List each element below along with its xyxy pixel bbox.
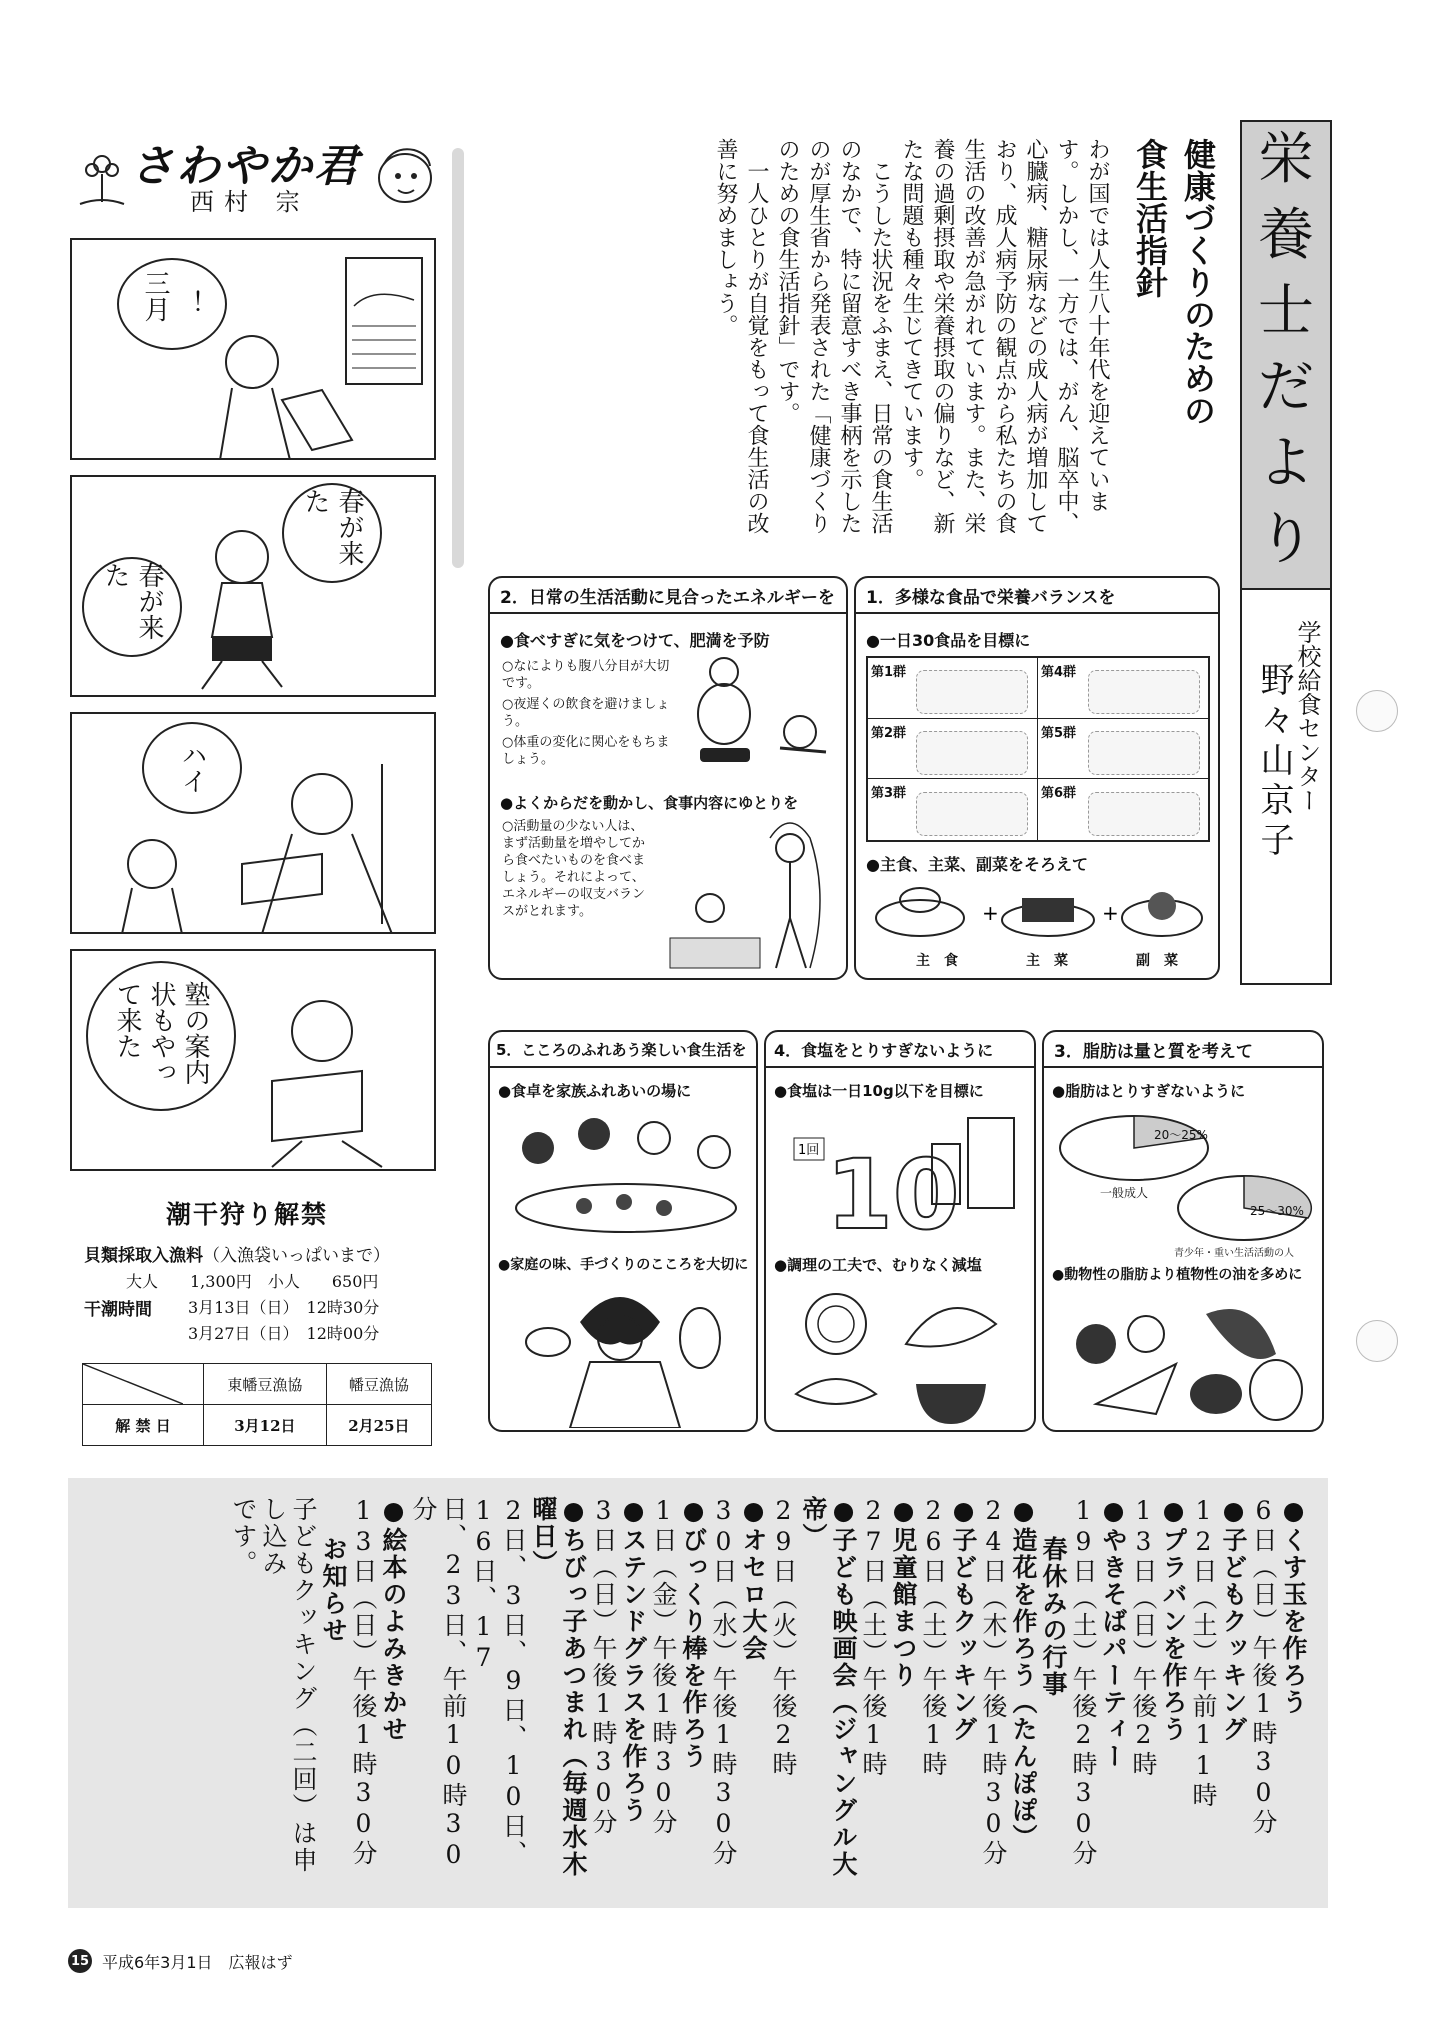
food-group-4: 第4群 (1038, 658, 1208, 719)
comic-strip (70, 120, 440, 1180)
vegetable-oil-illustration (1056, 1294, 1318, 1428)
guide-box-5 (488, 1030, 758, 1432)
events-section (68, 1478, 1328, 1908)
event-line: ●やきそばパーティー (1099, 1496, 1128, 1770)
comic-title: さわやか君 (130, 141, 360, 192)
comic-panel-3 (70, 712, 436, 934)
pie-2-label: 25～30% (1250, 1204, 1304, 1218)
adult-price: 大人 1,300円 (126, 1272, 252, 1291)
meal-label-staple: 主 食 (916, 953, 958, 969)
event-line: 6日（日）午後1時30分 (1249, 1496, 1278, 1836)
event-line: ●びっくり棒を作ろう (679, 1496, 708, 1770)
food-group-2: 第2群 (868, 719, 1038, 780)
banner-char-4: だ (1258, 355, 1314, 420)
event-line: ●プラバンを作ろう (1159, 1496, 1188, 1743)
event-line: ●ステンドグラスを作ろう (619, 1496, 648, 1824)
page-number-badge: 15 (68, 1949, 92, 1973)
guide-2-note-3: ○体重の変化に関心をもちましょう。 (502, 735, 670, 767)
event-line: 3日（日）午後1時30分 (589, 1496, 618, 1836)
walking-boy-figure (182, 517, 302, 692)
table-corner-cell (83, 1364, 204, 1405)
food-group-6: 第6群 (1041, 786, 1077, 802)
fee-prices (126, 1269, 378, 1292)
svg-text:1回: 1回 (798, 1143, 820, 1158)
event-line: ●子ども映画会（ジャングル大帝） (799, 1496, 858, 1878)
event-line: 13日（日）午後2時 (1129, 1496, 1158, 1778)
event-line: ●児童館まつり (889, 1496, 918, 1689)
time-1: 3月13日（日） 12時30分 (188, 1298, 380, 1317)
column-divider (452, 148, 464, 568)
event-line: 19日（土）午後2時30分 (1069, 1496, 1098, 1867)
meal-label-main: 主 菜 (1026, 953, 1068, 969)
author-name: 野々山京子 (1254, 662, 1294, 862)
comic-panel-2 (70, 475, 436, 697)
pie-1-label: 20～25% (1154, 1128, 1208, 1142)
event-line: 12日（土）午前11時 (1189, 1496, 1218, 1809)
banner-char-1: 栄 (1258, 127, 1314, 192)
guide-1-bullet-2: ●主食、主菜、副菜をそろえて (866, 855, 1088, 874)
overweight-person-illustration (680, 652, 840, 772)
banner-char-6: り (1258, 507, 1314, 572)
event-line: 24日（木）午後1時30分 (979, 1496, 1008, 1867)
event-line: ●子どもクッキング (1219, 1496, 1248, 1743)
author-org: 学校給食センター (1293, 620, 1321, 812)
guide-1-heading: 1．多様な食品で栄養バランスを (856, 578, 1218, 614)
speech-bubble-5: 塾の案内状もやって来た (86, 961, 236, 1111)
column-paragraph-2: こうした状況をふまえ、日常の食生活のなかで、特に留意すべき事柄を示したのが厚生省から発表された「健康づくりのための食生活指針」です。 (775, 138, 893, 534)
event-line: ●ちびっ子あつまれ（毎週水木曜日） (529, 1496, 588, 1878)
food-group-3-illustration (916, 792, 1028, 836)
table-row (83, 1405, 432, 1446)
guide-2-heading: 2．日常の生活活動に見合ったエネルギーを (490, 578, 846, 614)
balanced-meal-illustration (870, 878, 1210, 942)
event-line: 日、23日、午前10時30分 (409, 1496, 468, 1871)
family-table-illustration (504, 1108, 748, 1238)
salt-10g-illustration (786, 1108, 1022, 1248)
food-group-4-illustration (1088, 670, 1200, 714)
event-line: ●子どもクッキング (949, 1496, 978, 1743)
event-line: 30日（水）午後1時30分 (709, 1496, 738, 1867)
comic-panel-4 (70, 949, 436, 1171)
punch-hole-bottom (1356, 1320, 1398, 1362)
banner-char-5: よ (1258, 431, 1314, 496)
low-salt-cooking-illustration (786, 1284, 1022, 1428)
table-cell-2: 2月25日 (326, 1405, 431, 1446)
guide-4-bullet-2: ●調理の工夫で、むりなく減塩 (774, 1256, 982, 1274)
guide-2-note-2: ○夜遅くの飲食を避けましょう。 (502, 697, 670, 729)
exercise-illustration (660, 818, 840, 978)
notice-heading: お知らせ (319, 1536, 348, 1644)
event-line: 27日（土）午後1時 (859, 1496, 888, 1778)
guide-5-bullet-2: ●家庭の味、手づくりのこころを大切に (498, 1257, 749, 1273)
column-title-line-2: 食生活指針 (1131, 138, 1169, 298)
mother-and-boy-figure (92, 754, 422, 934)
banner-char-2: 養 (1258, 203, 1314, 268)
table-row-label: 解 禁 日 (83, 1405, 204, 1446)
guide-box-1 (854, 576, 1220, 980)
food-group-2-illustration (916, 731, 1028, 775)
event-line: です。 (229, 1496, 258, 1577)
table-col-2: 幡豆漁協 (326, 1364, 431, 1405)
guide-4-heading: 4．食塩をとりすぎないように (766, 1032, 1034, 1068)
fee-note: （入漁袋いっぱいまで） (203, 1246, 390, 1266)
column-paragraph-1: わが国では人生八十年代を迎えています。しかし、一方では、がん、脳卒中、心臓病、糖尿病などの成人病が増加しており、成人病予防の観点から私たちの食生活の改善が急がれています。また、栄養の過剰摂取や栄養摂取の偏りなど、新たな問題も種々生じてきています。 (899, 138, 1110, 534)
flower-icon (76, 150, 130, 210)
guide-3-bullet-1: ●脂肪はとりすぎないように (1052, 1082, 1246, 1100)
shiohigari-title: 潮干狩り解禁 (166, 1200, 329, 1229)
comic-panel-1 (70, 238, 436, 460)
guide-2-bullet-2: ●よくからだを動かし、食事内容にゆとりを (500, 794, 799, 812)
cooking-woman-illustration (520, 1282, 730, 1428)
child-price: 小人 650円 (267, 1272, 379, 1291)
guide-3-bullet-2: ●動物性の脂肪より植物性の油を多めに (1052, 1267, 1303, 1283)
guide-2-bullet-1: ●食べすぎに気をつけて、肥満を予防 (500, 631, 770, 650)
footer (68, 1948, 293, 1974)
shiohigari-section (76, 1195, 436, 1455)
event-line: 2日、3日、9日、10日、16日、17 (469, 1496, 528, 1867)
food-group-5-illustration (1088, 731, 1200, 775)
guide-box-2 (488, 576, 848, 980)
table-col-1: 東幡豆漁協 (204, 1364, 327, 1405)
food-group-1: 第1群 (868, 658, 1038, 719)
event-line: 26日（土）午後1時 (919, 1496, 948, 1778)
svg-text:10: 10 (826, 1139, 960, 1248)
column-body (478, 138, 1113, 548)
event-line: 29日（火）午後2時 (769, 1496, 798, 1778)
punch-hole-top (1356, 690, 1398, 732)
table-header-row (83, 1364, 432, 1405)
guide-3-heading: 3．脂肪は量と質を考えて (1044, 1032, 1322, 1068)
banner-char-3: 士 (1258, 279, 1314, 344)
speech-bubble-3: 春が来た (82, 557, 182, 657)
event-line: 13日（日）午後1時30分 (349, 1496, 378, 1867)
event-line: 子どもクッキング（二回）は申し込み (259, 1496, 318, 1874)
event-line: ●くす玉を作ろう (1279, 1496, 1308, 1716)
food-group-6-illustration (1088, 792, 1200, 836)
column-paragraph-3: 一人ひとりが自覚をもって食生活の改善に努めましょう。 (713, 138, 769, 534)
speech-bubble-1: 三月 ！ (117, 258, 227, 350)
guide-1-bullet-1: ●一日30食品を目標に (866, 631, 1031, 650)
guide-2-note-1: ○なによりも腹八分目が大切です。 (502, 659, 670, 691)
table-cell-1: 3月12日 (204, 1405, 327, 1446)
comic-author: 西村 宗 (190, 188, 310, 216)
speech-bubble-4: ハイ (142, 722, 242, 814)
column-title-line-1: 健康づくりのための (1179, 138, 1217, 426)
author-box (1240, 590, 1332, 985)
fee-label: 貝類採取入漁料 (84, 1246, 203, 1266)
running-boy-figure (212, 991, 432, 1169)
footer-text: 平成6年3月1日 広報はず (102, 1952, 293, 1972)
svg-text:+: + (982, 901, 999, 925)
guide-5-bullet-1: ●食卓を家族ふれあいの場に (498, 1082, 692, 1100)
svg-text:+: + (1102, 901, 1119, 925)
event-line: 1日（金）午後1時30分 (649, 1496, 678, 1836)
pie-1-caption: 一般成人 (1100, 1186, 1149, 1200)
opening-date-table (82, 1363, 432, 1446)
guide-4-bullet-1: ●食塩は一日10g以下を目標に (774, 1082, 984, 1100)
food-group-5: 第5群 (1038, 719, 1208, 780)
fee-line (84, 1241, 390, 1266)
event-line: ●造花を作ろう（たんぽぽ） (1009, 1496, 1038, 1851)
food-group-3: 第3群 (868, 779, 1038, 840)
time-2: 3月27日（日） 12時00分 (188, 1324, 380, 1343)
event-line: ●オセロ大会 (739, 1496, 768, 1662)
guide-2-note-4: ○活動量の少ない人は、まず活動量を増やしてから食べたいものを食べましょう。それによって、エネルギーの収支バランスがとれます。 (502, 819, 646, 919)
time-label: 干潮時間 (84, 1300, 152, 1320)
character-face-icon (370, 140, 440, 210)
guide-5-heading: 5．こころのふれあう楽しい食生活を (490, 1032, 756, 1068)
events-list (228, 1496, 1308, 1896)
column-banner (1240, 120, 1332, 590)
guide-box-4 (764, 1030, 1036, 1432)
speech-bubble-2: 春が来た (282, 483, 382, 583)
guide-box-3 (1042, 1030, 1324, 1432)
meal-label-side: 副 菜 (1136, 953, 1178, 969)
column-title (1126, 138, 1222, 558)
boy-figure (172, 330, 372, 460)
event-line: ●絵本のよみきかせ (379, 1496, 408, 1743)
pie-2-caption: 青少年・重い生活活動の人 (1174, 1248, 1294, 1259)
food-group-1-illustration (916, 670, 1028, 714)
event-subheading: 春休みの行事 (1039, 1536, 1068, 1698)
